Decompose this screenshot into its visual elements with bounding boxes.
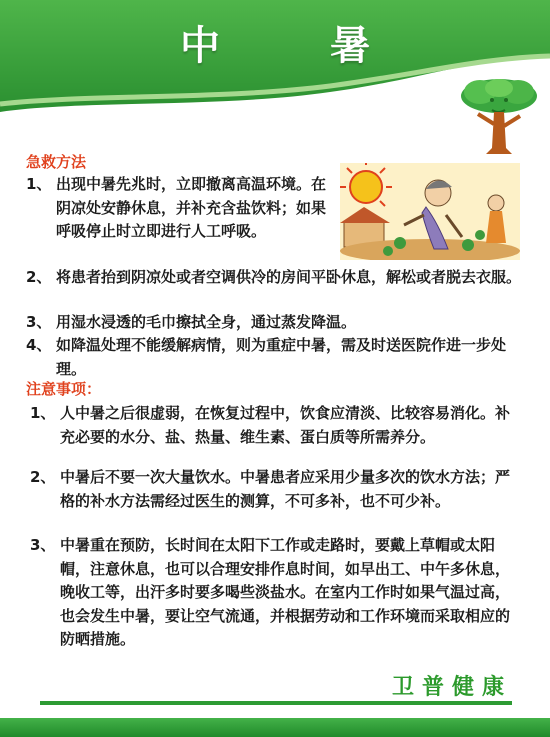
item-text: 人中暑之后很虚弱，在恢复过程中，饮食应清淡、比较容易消化。补充必要的水分、盐、热量、维生素、蛋白质等所需养分。 xyxy=(60,404,511,446)
first-aid-item-1 xyxy=(26,173,336,244)
item-number: 1、 xyxy=(26,175,52,193)
first-aid-item-4 xyxy=(26,334,521,381)
item-text: 出现中暑先兆时，立即撤离高温环境。在阴凉处安静休息，并补充含盐饮料；如果呼吸停止时立即进行人工呼吸。 xyxy=(56,175,327,240)
tree-icon xyxy=(458,78,540,156)
first-aid-item-2 xyxy=(26,266,521,290)
item-number: 1、 xyxy=(30,404,56,422)
brand-name: 卫普健康 xyxy=(391,675,512,700)
first-aid-heading: 急救方法 xyxy=(26,153,87,171)
notes-item-3 xyxy=(30,534,522,652)
item-text: 中暑重在预防，长时间在太阳下工作或走路时，要戴上草帽或太阳帽，注意休息，也可以合理安排作息时间，如早出工、中午多休息，晚收工等，出汗多时要多喝些淡盐水。在室内工作时如果气温过高，也会发生中暑，要让空气流通，并根据劳动和工作环境而采取相应的防晒措施。 xyxy=(60,536,511,648)
item-number: 4、 xyxy=(26,336,52,354)
notes-heading: 注意事项： xyxy=(26,380,102,398)
item-text: 将患者抬到阴凉处或者空调供冷的房间平卧休息，解松或者脱去衣服。 xyxy=(56,268,522,286)
first-aid-item-3 xyxy=(26,311,521,335)
item-text: 中暑后不要一次大量饮水。中暑患者应采用少量多次的饮水方法；严格的补水方法需经过医生的测算，不可多补，也不可少补。 xyxy=(60,468,511,510)
page-title: 中 暑 xyxy=(180,23,418,69)
footer-divider xyxy=(40,701,512,705)
heatstroke-illustration xyxy=(340,163,520,260)
notes-item-1 xyxy=(30,402,522,449)
item-number: 3、 xyxy=(30,536,56,554)
item-number: 2、 xyxy=(26,268,52,286)
item-number: 2、 xyxy=(30,468,56,486)
item-text: 用湿水浸透的毛巾擦拭全身，通过蒸发降温。 xyxy=(56,313,357,331)
item-text: 如降温处理不能缓解病情，则为重症中暑，需及时送医院作进一步处理。 xyxy=(56,336,507,378)
item-number: 3、 xyxy=(26,313,52,331)
footer-bar xyxy=(0,718,550,737)
notes-item-2 xyxy=(30,466,522,513)
